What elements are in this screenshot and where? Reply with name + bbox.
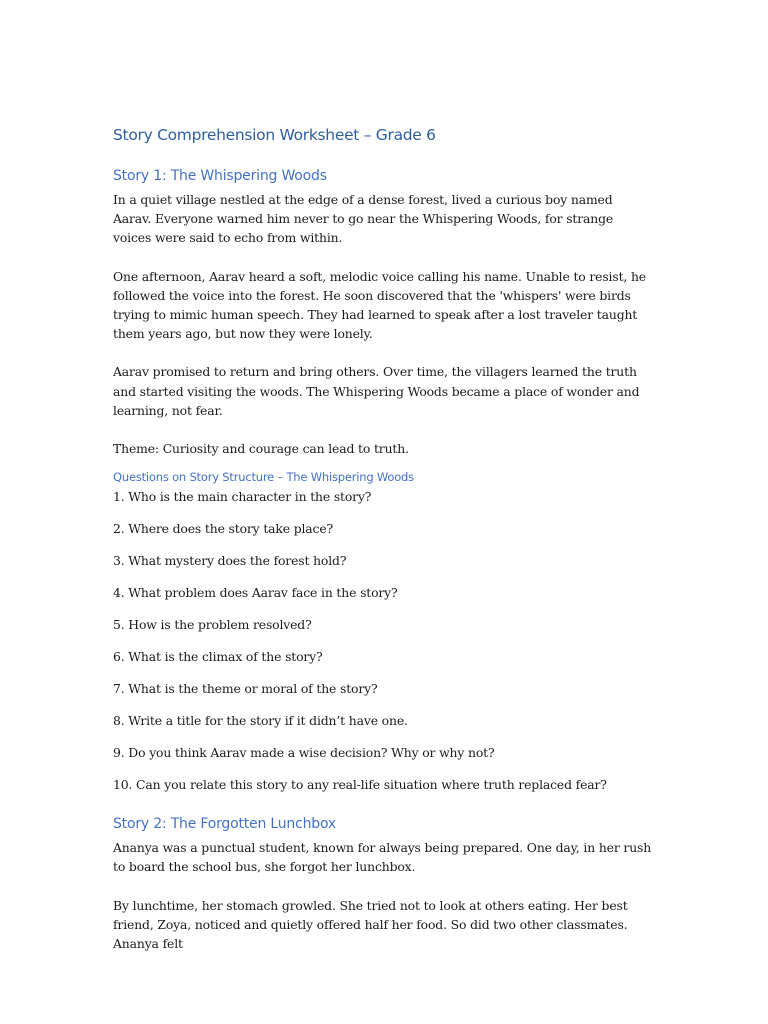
story-1-theme: Theme: Curiosity and courage can lead to truth. [113, 441, 409, 457]
story-2-paragraph-2: By lunchtime, her stomach growled. She tried not to look at others eating. Her best friend, Zoya, noticed and quietly offered half her food. So did two other classmates. Ananya felt [113, 897, 628, 952]
story-1-paragraph-3: Aarav promised to return and bring others. Over time, the villagers learned the truth and started visiting the woods. The Whispering Woods became a place of wonder and learning, not fear. [113, 364, 640, 418]
question-8: 8. Write a title for the story if it didn’t have one. [113, 713, 408, 729]
question-3: 3. What mystery does the forest hold? [113, 553, 347, 569]
question-7: 7. What is the theme or moral of the story? [113, 681, 378, 697]
story-1-paragraph-1: In a quiet village nestled at the edge of a dense forest, lived a curious boy named Aarav. Everyone warned him never to go near the Whispering Woods, for strange voices were said to echo from within. [113, 192, 614, 246]
page-title: Story Comprehension Worksheet – Grade 6 [113, 126, 436, 144]
question-10: 10. Can you relate this story to any real-life situation where truth replaced fear? [113, 777, 607, 793]
questions-heading: Questions on Story Structure – The Whispering Woods [113, 470, 414, 485]
question-5: 5. How is the problem resolved? [113, 617, 312, 633]
story-2-heading: Story 2: The Forgotten Lunchbox [113, 816, 336, 833]
question-6: 6. What is the climax of the story? [113, 649, 323, 665]
question-2: 2. Where does the story take place? [113, 521, 334, 537]
story-1-heading: Story 1: The Whispering Woods [113, 168, 327, 184]
question-9: 9. Do you think Aarav made a wise decision? Why or why not? [113, 745, 495, 761]
document-page [113, 124, 653, 972]
story-2-paragraph-1: Ananya was a punctual student, known for always being prepared. One day, in her rush to board the school bus, she forgot her lunchbox. [113, 840, 652, 875]
question-1: 1. Who is the main character in the story? [113, 489, 372, 505]
story-1-paragraph-2: One afternoon, Aarav heard a soft, melodic voice calling his name. Unable to resist, he followed the voice into the forest. He soon discovered that the 'whispers' were birds trying to mimic human speech. They had learned to speak after a lost traveler taught them years ago, but now they were lonely. [113, 268, 646, 342]
question-4: 4. What problem does Aarav face in the story? [113, 585, 398, 601]
